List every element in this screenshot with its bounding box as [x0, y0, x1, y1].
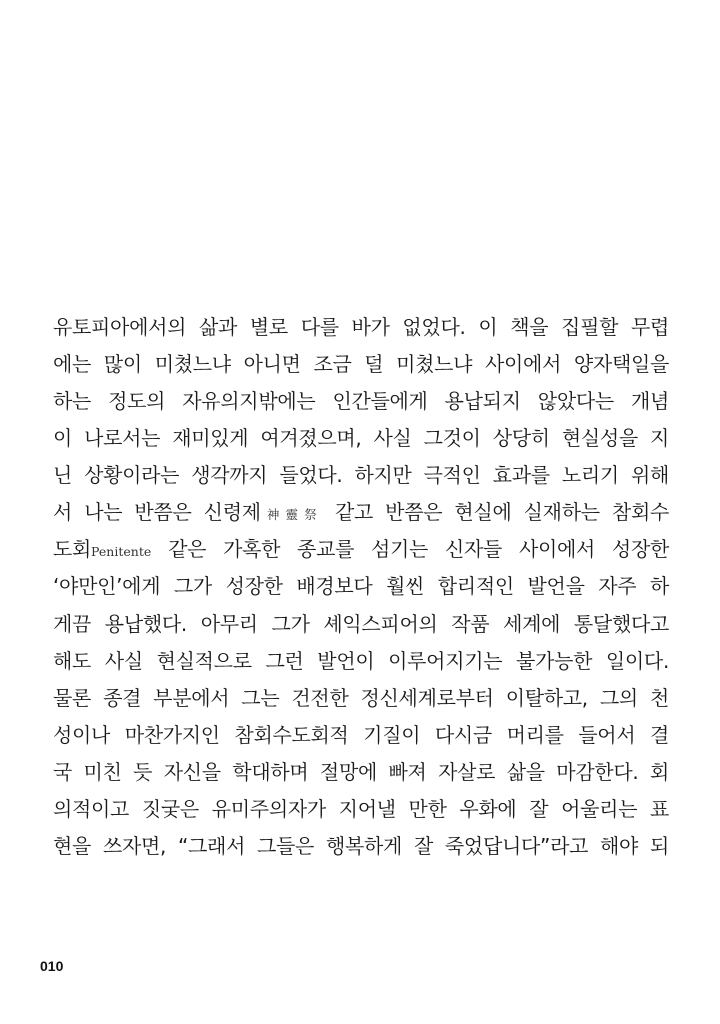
text-line: 에는 많이 미쳤느냐 아니면 조금 덜 미쳤느냐 사이에서 양자택일을 [53, 352, 669, 377]
text-segment: 같고 반쯤은 현실에 실재하는 참회수 [322, 500, 669, 525]
page-number: 010 [40, 958, 64, 974]
text-line: 의적이고 짓궂은 유미주의자가 지어낼 만한 우화에 잘 어울리는 표 [53, 796, 669, 821]
text-line: 물론 종결 부분에서 그는 건전한 정신세계로부터 이탈하고, 그의 천 [53, 685, 669, 710]
text-segment: 같은 가혹한 종교를 섬기는 신자들 사이에서 성장한 [151, 537, 669, 562]
text-line: 현을 쓰자면, “그래서 그들은 행복하게 잘 죽었답니다”라고 해야 되 [53, 833, 669, 858]
text-line: 해도 사실 현실적으로 그런 발언이 이루어지기는 불가능한 일이다. [53, 648, 669, 673]
hanja-annotation: 神靈祭 [260, 507, 323, 523]
text-line: ‘야만인’에게 그가 성장한 배경보다 훨씬 합리적인 발언을 자주 하 [53, 574, 669, 599]
text-line: 유토피아에서의 삶과 별로 다를 바가 없었다. 이 책을 집필할 무렵 [53, 315, 669, 339]
text-line: 국 미친 듯 자신을 학대하며 절망에 빠져 자살로 삶을 마감한다. 회 [53, 759, 669, 784]
text-line: 이 나로서는 재미있게 여겨졌으며, 사실 그것이 상당히 현실성을 지 [53, 426, 669, 451]
text-segment: 도회 [53, 537, 92, 562]
body-text [53, 309, 669, 865]
text-line: 닌 상황이라는 생각까지 들었다. 하지만 극적인 효과를 노리기 위해 [53, 463, 669, 488]
latin-annotation: Penitente [91, 544, 152, 560]
text-line: 게끔 용납했다. 아무리 그가 셰익스피어의 작품 세계에 통달했다고 [53, 611, 669, 636]
text-line [53, 531, 669, 568]
text-line [53, 494, 669, 531]
text-segment: 서 나는 반쯤은 신령제 [53, 500, 261, 525]
text-line: 하는 정도의 자유의지밖에는 인간들에게 용납되지 않았다는 개념 [53, 389, 669, 414]
text-line: 성이나 마찬가지인 참회수도회적 기질이 다시금 머리를 들어서 결 [53, 722, 669, 747]
